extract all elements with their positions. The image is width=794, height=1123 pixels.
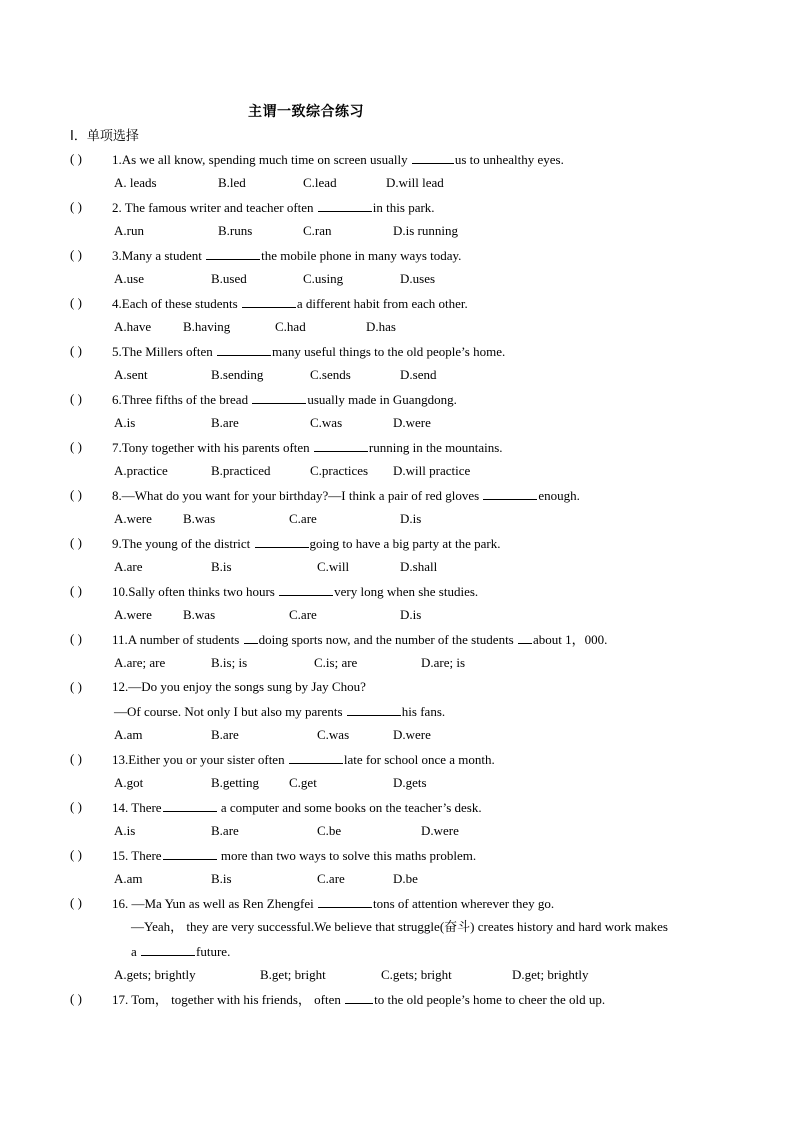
answer-option[interactable]: C.was [317, 727, 350, 742]
answer-option[interactable]: B.practiced [211, 463, 271, 478]
answer-blank [518, 631, 532, 644]
answer-option[interactable]: D.were [393, 415, 431, 430]
answer-option[interactable]: A.sent [114, 367, 148, 382]
answer-option[interactable]: D.shall [400, 559, 438, 574]
question-stem-end: the mobile phone in many ways today. [261, 248, 462, 263]
answer-option[interactable]: C.gets; bright [381, 967, 452, 982]
question-stem: 12.—Do you enjoy the songs sung by Jay Chou? [112, 679, 366, 694]
answer-option[interactable]: C.are [289, 607, 317, 622]
answer-option[interactable]: A.were [114, 607, 152, 622]
answer-option[interactable]: C.ran [303, 223, 332, 238]
answer-blank [242, 295, 296, 308]
answer-option[interactable]: A.is [114, 415, 136, 430]
question-text [114, 703, 445, 720]
question-text [112, 799, 482, 816]
answer-option[interactable]: A. leads [114, 175, 157, 190]
question-stem-end: doing sports now, and the number of the students [258, 632, 517, 647]
answer-option[interactable]: A.am [114, 727, 143, 742]
question-text [112, 295, 468, 312]
question-stem: 6.Three fifths of the bread [112, 392, 252, 407]
answer-bracket[interactable]: ( ) [70, 751, 82, 766]
answer-option[interactable]: B.led [218, 175, 246, 190]
question-text [112, 847, 476, 864]
answer-blank [141, 943, 195, 956]
answer-option[interactable]: A.have [114, 319, 152, 334]
answer-bracket[interactable]: ( ) [70, 439, 82, 454]
answer-option[interactable]: A.got [114, 775, 144, 790]
answer-blank [163, 847, 217, 860]
question-text [112, 751, 495, 768]
answer-option[interactable]: D.are; is [421, 655, 466, 670]
question-text [112, 247, 461, 264]
answer-option[interactable]: B.are [211, 727, 239, 742]
answer-blank [347, 703, 401, 716]
question-stem: —Of course. Not only I but also my parents [114, 704, 346, 719]
question-text [112, 535, 501, 552]
answer-option[interactable]: D.is [400, 511, 422, 526]
answer-option[interactable]: B.get; bright [260, 967, 326, 982]
answer-blank [483, 487, 537, 500]
question-stem: 5.The Millers often [112, 344, 216, 359]
question-stem: 3.Many a student [112, 248, 206, 263]
answer-option[interactable]: B.having [183, 319, 231, 334]
answer-blank [345, 991, 373, 1004]
question-stem: 15. There [112, 848, 162, 863]
answer-bracket[interactable]: ( ) [70, 631, 82, 646]
question-text [112, 991, 605, 1008]
answer-bracket[interactable]: ( ) [70, 895, 82, 910]
answer-option[interactable]: C.practices [310, 463, 369, 478]
answer-option[interactable]: B.was [183, 511, 216, 526]
answer-option[interactable]: A.am [114, 871, 143, 886]
question-stem-end: to the old people’s home to cheer the old up. [374, 992, 606, 1007]
answer-option[interactable]: D.were [421, 823, 459, 838]
question-text [112, 343, 505, 360]
answer-option[interactable]: A.were [114, 511, 152, 526]
question-stem: a [131, 944, 141, 959]
answer-blank [255, 535, 309, 548]
page-title: 主谓一致综合练习 [248, 104, 364, 120]
answer-option[interactable]: C.be [317, 823, 342, 838]
question-stem-end: more than two ways to solve this maths problem. [217, 848, 477, 863]
question-stem: 1.As we all know, spending much time on screen usually [112, 152, 411, 167]
answer-option[interactable]: B.is; is [211, 655, 248, 670]
answer-option[interactable]: D.be [393, 871, 418, 886]
answer-bracket[interactable]: ( ) [70, 799, 82, 814]
answer-option[interactable]: D.has [366, 319, 396, 334]
question-text [131, 943, 230, 960]
answer-blank [252, 391, 306, 404]
answer-option[interactable]: B.is [211, 559, 232, 574]
answer-bracket[interactable]: ( ) [70, 391, 82, 406]
question-text [112, 439, 503, 456]
question-stem-end: many useful things to the old people’s home. [271, 344, 506, 359]
answer-bracket[interactable]: ( ) [70, 679, 82, 694]
answer-option[interactable]: A.are [114, 559, 143, 574]
answer-blank [217, 343, 271, 356]
answer-option[interactable]: D.will lead [386, 175, 444, 190]
answer-option[interactable]: C.sends [310, 367, 351, 382]
answer-option[interactable]: D.will practice [393, 463, 471, 478]
answer-option[interactable]: C.using [303, 271, 344, 286]
question-stem-end: enough. [538, 488, 580, 503]
answer-bracket[interactable]: ( ) [70, 343, 82, 358]
answer-bracket[interactable]: ( ) [70, 535, 82, 550]
question-text [112, 487, 580, 504]
question-text [112, 631, 607, 648]
answer-option[interactable]: B.used [211, 271, 247, 286]
question-text [112, 199, 435, 216]
answer-blank [314, 439, 368, 452]
question-stem: —Yeah， they are very successful.We believe that struggle(奋斗) creates history and hard work makes [131, 919, 668, 934]
answer-option[interactable]: D.is [400, 607, 422, 622]
answer-option[interactable]: A.are; are [114, 655, 166, 670]
question-stem: 17. Tom， together with his friends， often [112, 992, 345, 1007]
question-stem-end: running in the mountains. [368, 440, 503, 455]
answer-option[interactable]: C.lead [303, 175, 337, 190]
answer-bracket[interactable]: ( ) [70, 151, 82, 166]
answer-option[interactable]: D.send [400, 367, 437, 382]
answer-option[interactable]: B.getting [211, 775, 260, 790]
question-stem: 7.Tony together with his parents often [112, 440, 313, 455]
answer-option[interactable]: D.is running [393, 223, 458, 238]
question-stem: 9.The young of the district [112, 536, 254, 551]
answer-option[interactable]: A.gets; brightly [114, 967, 196, 982]
question-stem: 2. The famous writer and teacher often [112, 200, 317, 215]
question-stem: 13.Either you or your sister often [112, 752, 288, 767]
question-text [112, 679, 366, 695]
answer-bracket[interactable]: ( ) [70, 295, 82, 310]
question-stem-end: in this park. [372, 200, 435, 215]
answer-option[interactable]: D.were [393, 727, 431, 742]
question-text [112, 391, 457, 408]
answer-option[interactable]: A.use [114, 271, 144, 286]
answer-option[interactable]: C.get [289, 775, 317, 790]
answer-bracket[interactable]: ( ) [70, 487, 82, 502]
question-text [112, 895, 554, 912]
question-stem-end: future. [196, 944, 231, 959]
answer-option[interactable]: C.are [289, 511, 317, 526]
answer-blank [206, 247, 260, 260]
answer-bracket[interactable]: ( ) [70, 247, 82, 262]
question-stem-end: tons of attention wherever they go. [372, 896, 555, 911]
answer-option[interactable]: B.is [211, 871, 232, 886]
answer-option[interactable]: D.uses [400, 271, 436, 286]
answer-bracket[interactable]: ( ) [70, 583, 82, 598]
answer-option[interactable]: C.is; are [314, 655, 358, 670]
question-text [112, 151, 564, 168]
answer-option[interactable]: C.are [317, 871, 345, 886]
answer-option[interactable]: B.sending [211, 367, 264, 382]
question-stem: 4.Each of these students [112, 296, 241, 311]
answer-blank [318, 895, 372, 908]
answer-option[interactable]: A.is [114, 823, 136, 838]
question-stem-end: usually made in Guangdong. [307, 392, 457, 407]
question-stem-end: us to unhealthy eyes. [454, 152, 564, 167]
answer-blank [412, 151, 454, 164]
question-stem-end: very long when she studies. [334, 584, 479, 599]
answer-option[interactable]: B.runs [218, 223, 253, 238]
answer-bracket[interactable]: ( ) [70, 991, 82, 1006]
answer-bracket[interactable]: ( ) [70, 199, 82, 214]
answer-option[interactable]: B.was [183, 607, 216, 622]
answer-option[interactable]: A.run [114, 223, 144, 238]
answer-option[interactable]: D.get; brightly [512, 967, 589, 982]
question-stem-end: late for school once a month. [343, 752, 495, 767]
question-stem: 10.Sally often thinks two hours [112, 584, 279, 599]
answer-blank [318, 199, 372, 212]
answer-option[interactable]: A.practice [114, 463, 168, 478]
section-heading: I．单项选择 [70, 129, 139, 144]
answer-blank [244, 631, 258, 644]
question-stem: 11.A number of students [112, 632, 243, 647]
answer-blank [289, 751, 343, 764]
answer-option[interactable]: C.had [275, 319, 306, 334]
answer-option[interactable]: C.was [310, 415, 343, 430]
question-stem: 14. There [112, 800, 162, 815]
question-stem-end: his fans. [401, 704, 446, 719]
answer-blank [163, 799, 217, 812]
answer-option[interactable]: D.gets [393, 775, 427, 790]
question-stem-end: going to have a big party at the park. [309, 536, 501, 551]
question-stem-end: a different habit from each other. [296, 296, 468, 311]
question-stem-end: about 1，000. [533, 632, 608, 647]
answer-option[interactable]: B.are [211, 823, 239, 838]
question-stem-end: a computer and some books on the teacher’s desk. [217, 800, 482, 815]
question-stem: 16. —Ma Yun as well as Ren Zhengfei [112, 896, 317, 911]
answer-option[interactable]: B.are [211, 415, 239, 430]
question-stem: 8.—What do you want for your birthday?—I think a pair of red gloves [112, 488, 483, 503]
answer-bracket[interactable]: ( ) [70, 847, 82, 862]
answer-blank [279, 583, 333, 596]
question-text [112, 583, 478, 600]
answer-option[interactable]: C.will [317, 559, 350, 574]
question-text [131, 919, 668, 935]
